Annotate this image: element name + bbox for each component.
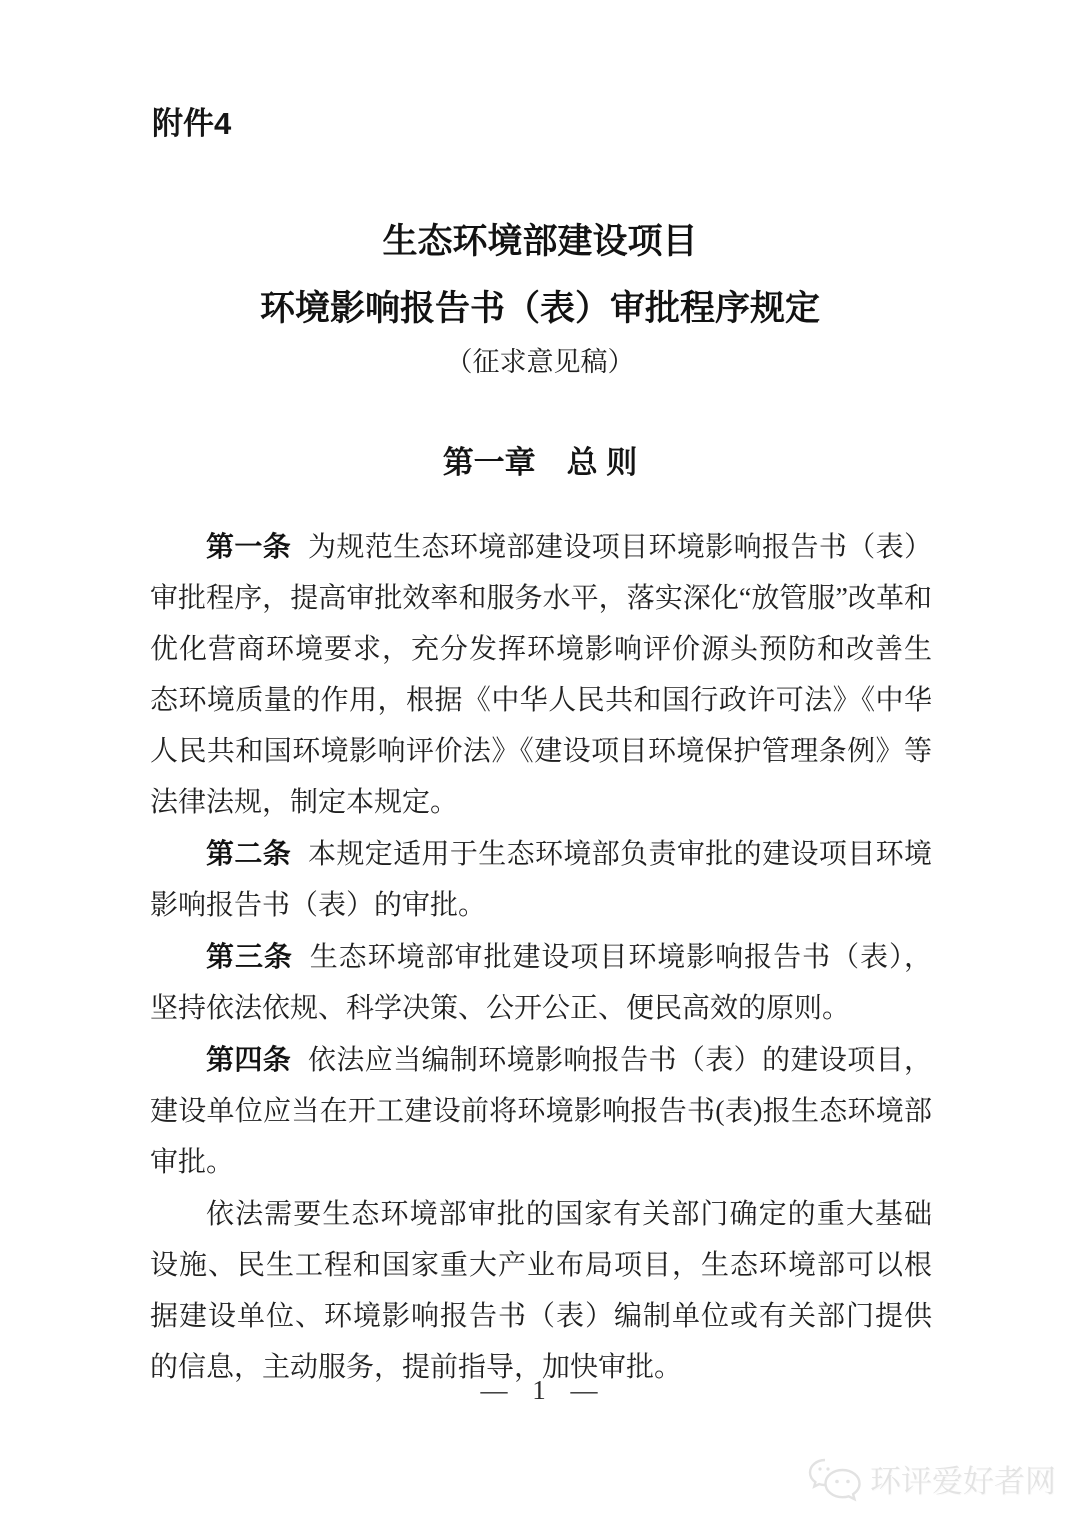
- attachment-label: 附件4: [152, 106, 232, 141]
- document-title: [0, 208, 1080, 342]
- article-4: [150, 1034, 932, 1188]
- article-1-number: 第一条: [206, 531, 292, 562]
- article-4-number: 第四条: [206, 1044, 292, 1075]
- article-4-paragraph-2: [150, 1188, 932, 1393]
- site-watermark: [807, 1458, 1056, 1506]
- article-2-number: 第二条: [206, 838, 292, 869]
- article-1: [150, 521, 932, 828]
- article-2-text: 本规定适用于生态环境部负责审批的建设项目环境影响报告书（表）的审批。: [150, 839, 932, 921]
- watermark-site-name: 环评爱好者网: [870, 1464, 1056, 1499]
- wechat-icon: [807, 1458, 863, 1506]
- document-title-line2: 环境影响报告书（表）审批程序规定: [259, 289, 820, 328]
- article-4-text: 依法应当编制环境影响报告书（表）的建设项目，建设单位应当在开工建设前将环境影响报告书(表)报生态环境部审批。: [150, 1045, 932, 1178]
- article-3-text: 生态环境部审批建设项目环境影响报告书（表），坚持依法依规、科学决策、公开公正、便民高效的原则。: [150, 942, 932, 1024]
- document-body: [150, 521, 932, 1393]
- page-number: — 1 —: [480, 1375, 600, 1405]
- document-title-line1: 生态环境部建设项目: [382, 222, 698, 261]
- chapter-heading: 第一章 总 则: [442, 445, 638, 480]
- article-3-number: 第三条: [206, 941, 293, 972]
- article-3: [150, 931, 932, 1034]
- document-subtitle: （征求意见稿）: [445, 347, 635, 377]
- article-4-paragraph-2-text: 依法需要生态环境部审批的国家有关部门确定的重大基础设施、民生工程和国家重大产业布局项目，生态环境部可以根据建设单位、环境影响报告书（表）编制单位或有关部门提供的信息，主动服务，提前指导，加快审批。: [150, 1199, 932, 1383]
- article-1-text: 为规范生态环境部建设项目环境影响报告书（表）审批程序，提高审批效率和服务水平，落实深化“放管服”改革和优化营商环境要求，充分发挥环境影响评价源头预防和改善生态环境质量的作用，根据《中华人民共和国行政许可法》《中华人民共和国环境影响评价法》《建设项目环境保护管理条例》等法律法规，制定本规定。: [150, 532, 932, 818]
- article-2: [150, 828, 932, 931]
